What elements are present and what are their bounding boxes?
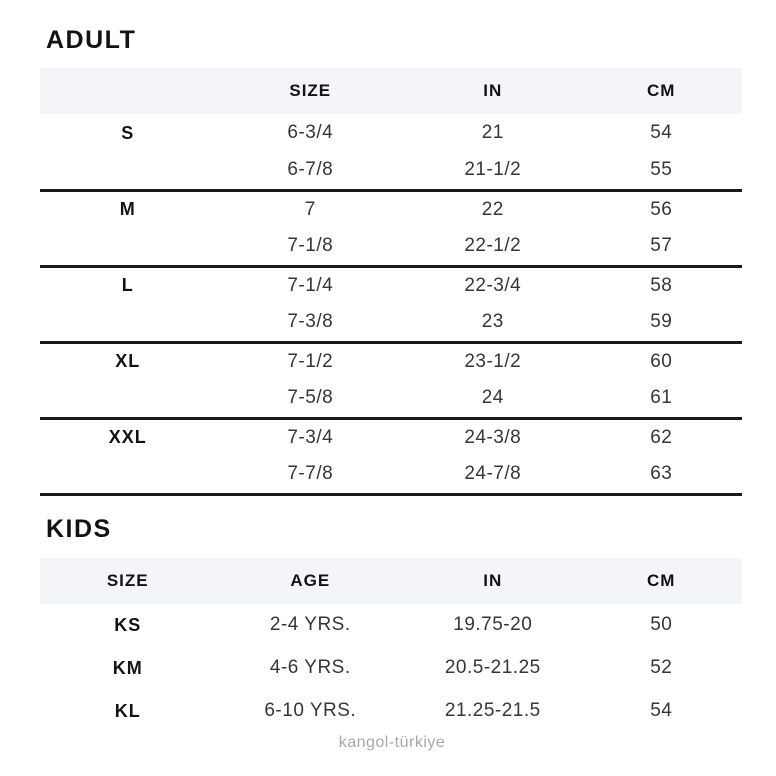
adult-table-header — [40, 68, 742, 114]
size-label-cell — [40, 456, 216, 494]
size-label-cell: XXL — [108, 427, 147, 448]
value-cell: 22-1/2 — [405, 228, 581, 266]
size-label-cell: S — [121, 122, 135, 143]
table-row — [40, 456, 742, 494]
adult-section-title: ADULT — [46, 26, 137, 54]
watermark-text: kangol-türkiye — [338, 733, 446, 751]
size-label-cell — [40, 228, 216, 266]
table-row — [40, 152, 742, 190]
size-label-cell: M — [119, 199, 136, 220]
table-row — [40, 647, 742, 690]
value-cell: 23 — [405, 304, 581, 342]
column-header — [40, 68, 216, 114]
value-cell: 7-5/8 — [216, 380, 406, 418]
value-cell: 23-1/2 — [464, 350, 522, 372]
header-row — [40, 558, 742, 604]
column-header: AGE — [290, 570, 331, 590]
value-cell: 22 — [481, 198, 504, 220]
value-cell: 21-1/2 — [405, 152, 581, 190]
size-label-cell: XL — [115, 351, 141, 372]
value-cell: 57 — [581, 228, 742, 266]
table-row — [40, 604, 742, 647]
table-row — [40, 266, 742, 304]
value-cell: 59 — [581, 304, 742, 342]
value-cell: 21 — [481, 122, 504, 143]
value-cell: 7 — [304, 198, 316, 220]
size-label-cell: L — [121, 275, 134, 296]
value-cell: 21.25-21.5 — [444, 700, 541, 721]
column-header: CM — [647, 81, 676, 100]
table-row — [40, 304, 742, 342]
value-cell: 50 — [650, 614, 673, 635]
value-cell: 61 — [581, 380, 742, 418]
value-cell: 62 — [650, 426, 673, 448]
size-label-cell: KS — [114, 614, 142, 635]
size-label-cell: KM — [112, 657, 143, 678]
table-row — [40, 690, 742, 733]
value-cell: 7-3/8 — [216, 304, 406, 342]
value-cell: 55 — [581, 152, 742, 190]
value-cell: 6-3/4 — [287, 122, 334, 143]
size-label-cell: KL — [114, 700, 141, 721]
value-cell: 54 — [650, 700, 673, 721]
table-row — [40, 380, 742, 418]
value-cell: 19.75-20 — [453, 614, 533, 635]
value-cell: 52 — [650, 657, 673, 678]
table-row — [40, 228, 742, 266]
size-label-cell — [40, 304, 216, 342]
table-row — [40, 342, 742, 380]
value-cell: 20.5-21.25 — [444, 657, 541, 678]
size-label-cell — [40, 152, 216, 190]
value-cell: 7-1/2 — [287, 350, 334, 372]
column-header: SIZE — [106, 570, 149, 590]
value-cell: 54 — [650, 122, 673, 143]
value-cell: 7-1/8 — [216, 228, 406, 266]
size-label-cell — [40, 380, 216, 418]
column-header: IN — [483, 81, 503, 100]
table-row — [40, 114, 742, 152]
kids-table-header — [40, 558, 742, 604]
value-cell: 56 — [650, 198, 673, 220]
table-row — [40, 418, 742, 456]
value-cell: 4-6 YRS. — [269, 657, 351, 678]
column-header: IN — [483, 570, 503, 590]
value-cell: 24-7/8 — [405, 456, 581, 494]
kids-table-body — [40, 604, 742, 733]
value-cell: 24 — [405, 380, 581, 418]
header-row — [40, 68, 742, 114]
value-cell: 6-7/8 — [216, 152, 406, 190]
value-cell: 7-7/8 — [216, 456, 406, 494]
value-cell: 58 — [650, 274, 673, 296]
value-cell: 2-4 YRS. — [269, 614, 351, 635]
value-cell: 7-3/4 — [287, 426, 334, 448]
adult-table-body — [40, 114, 742, 494]
table-row — [40, 190, 742, 228]
value-cell: 63 — [581, 456, 742, 494]
value-cell: 24-3/8 — [464, 426, 522, 448]
value-cell: 6-10 YRS. — [264, 700, 357, 721]
value-cell: 60 — [650, 350, 673, 372]
column-header: SIZE — [289, 81, 332, 100]
column-header: CM — [647, 570, 676, 590]
kids-size-table — [40, 558, 742, 733]
kids-section-title: KIDS — [46, 514, 112, 543]
value-cell: 22-3/4 — [464, 274, 522, 296]
value-cell: 7-1/4 — [287, 274, 334, 296]
adult-size-table — [40, 68, 742, 496]
